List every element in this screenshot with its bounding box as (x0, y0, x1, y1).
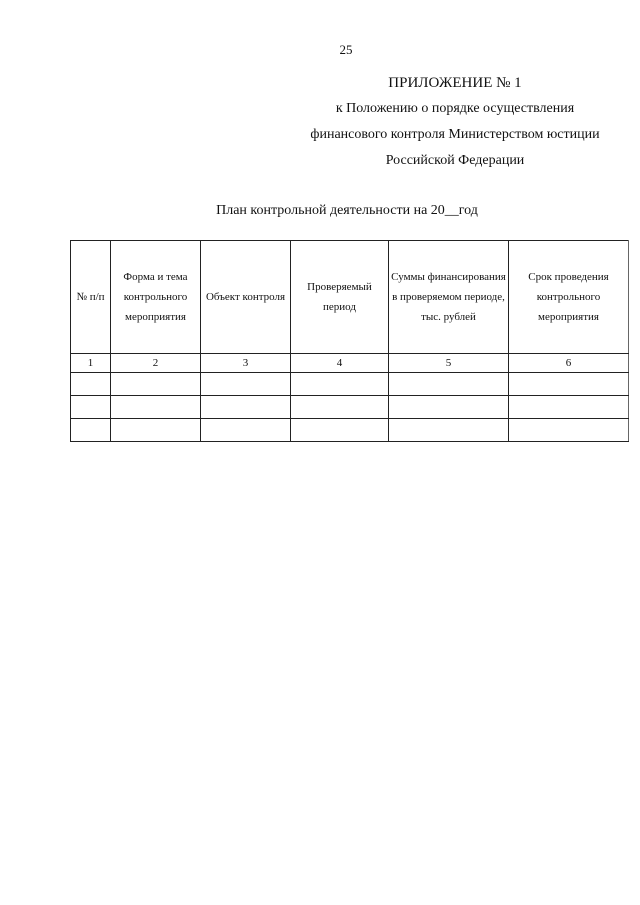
appendix-line: Российской Федерации (385, 153, 525, 168)
column-number-cell: 6 (509, 354, 629, 373)
header-cell-form-topic: Форма и тема контрольного мероприятия (111, 241, 201, 354)
appendix-line: к Положению о порядке осуществления (335, 101, 575, 116)
column-number-cell: 4 (291, 354, 389, 373)
column-number-cell: 2 (111, 354, 201, 373)
plan-table (70, 240, 629, 442)
header-cell-funding: Суммы финансирования в проверяемом периоде, тыс. рублей (389, 241, 509, 354)
table-cell (291, 419, 389, 442)
header-cell-deadline: Срок проведения контрольного мероприятия (509, 241, 629, 354)
table-header-row (71, 241, 629, 354)
table-cell (201, 419, 291, 442)
header-cell-period: Проверяемый период (291, 241, 389, 354)
table-cell (201, 373, 291, 396)
table-cell (71, 396, 111, 419)
column-number-cell: 3 (201, 354, 291, 373)
table-cell (509, 396, 629, 419)
table-cell (201, 396, 291, 419)
table-cell (509, 373, 629, 396)
header-cell-object: Объект контроля (201, 241, 291, 354)
table-cell (111, 419, 201, 442)
column-number-row (71, 354, 629, 373)
plan-title: План контрольной деятельности на 20__год (216, 203, 478, 218)
column-number-cell: 5 (389, 354, 509, 373)
appendix-line: финансового контроля Министерством юстиции (310, 127, 600, 142)
header-cell-number: № п/п (71, 241, 111, 354)
table-cell (71, 419, 111, 442)
table-row (71, 419, 629, 442)
appendix-block (0, 70, 640, 174)
table-cell (71, 373, 111, 396)
page-number: 25 (339, 42, 353, 57)
column-number-cell: 1 (71, 354, 111, 373)
appendix-title: ПРИЛОЖЕНИЕ № 1 (388, 75, 522, 91)
table-row (71, 396, 629, 419)
table-row (71, 373, 629, 396)
table-cell (389, 373, 509, 396)
table-cell (389, 396, 509, 419)
table-cell (509, 419, 629, 442)
table-cell (111, 373, 201, 396)
table-cell (111, 396, 201, 419)
table-cell (291, 373, 389, 396)
table-cell (291, 396, 389, 419)
table-cell (389, 419, 509, 442)
